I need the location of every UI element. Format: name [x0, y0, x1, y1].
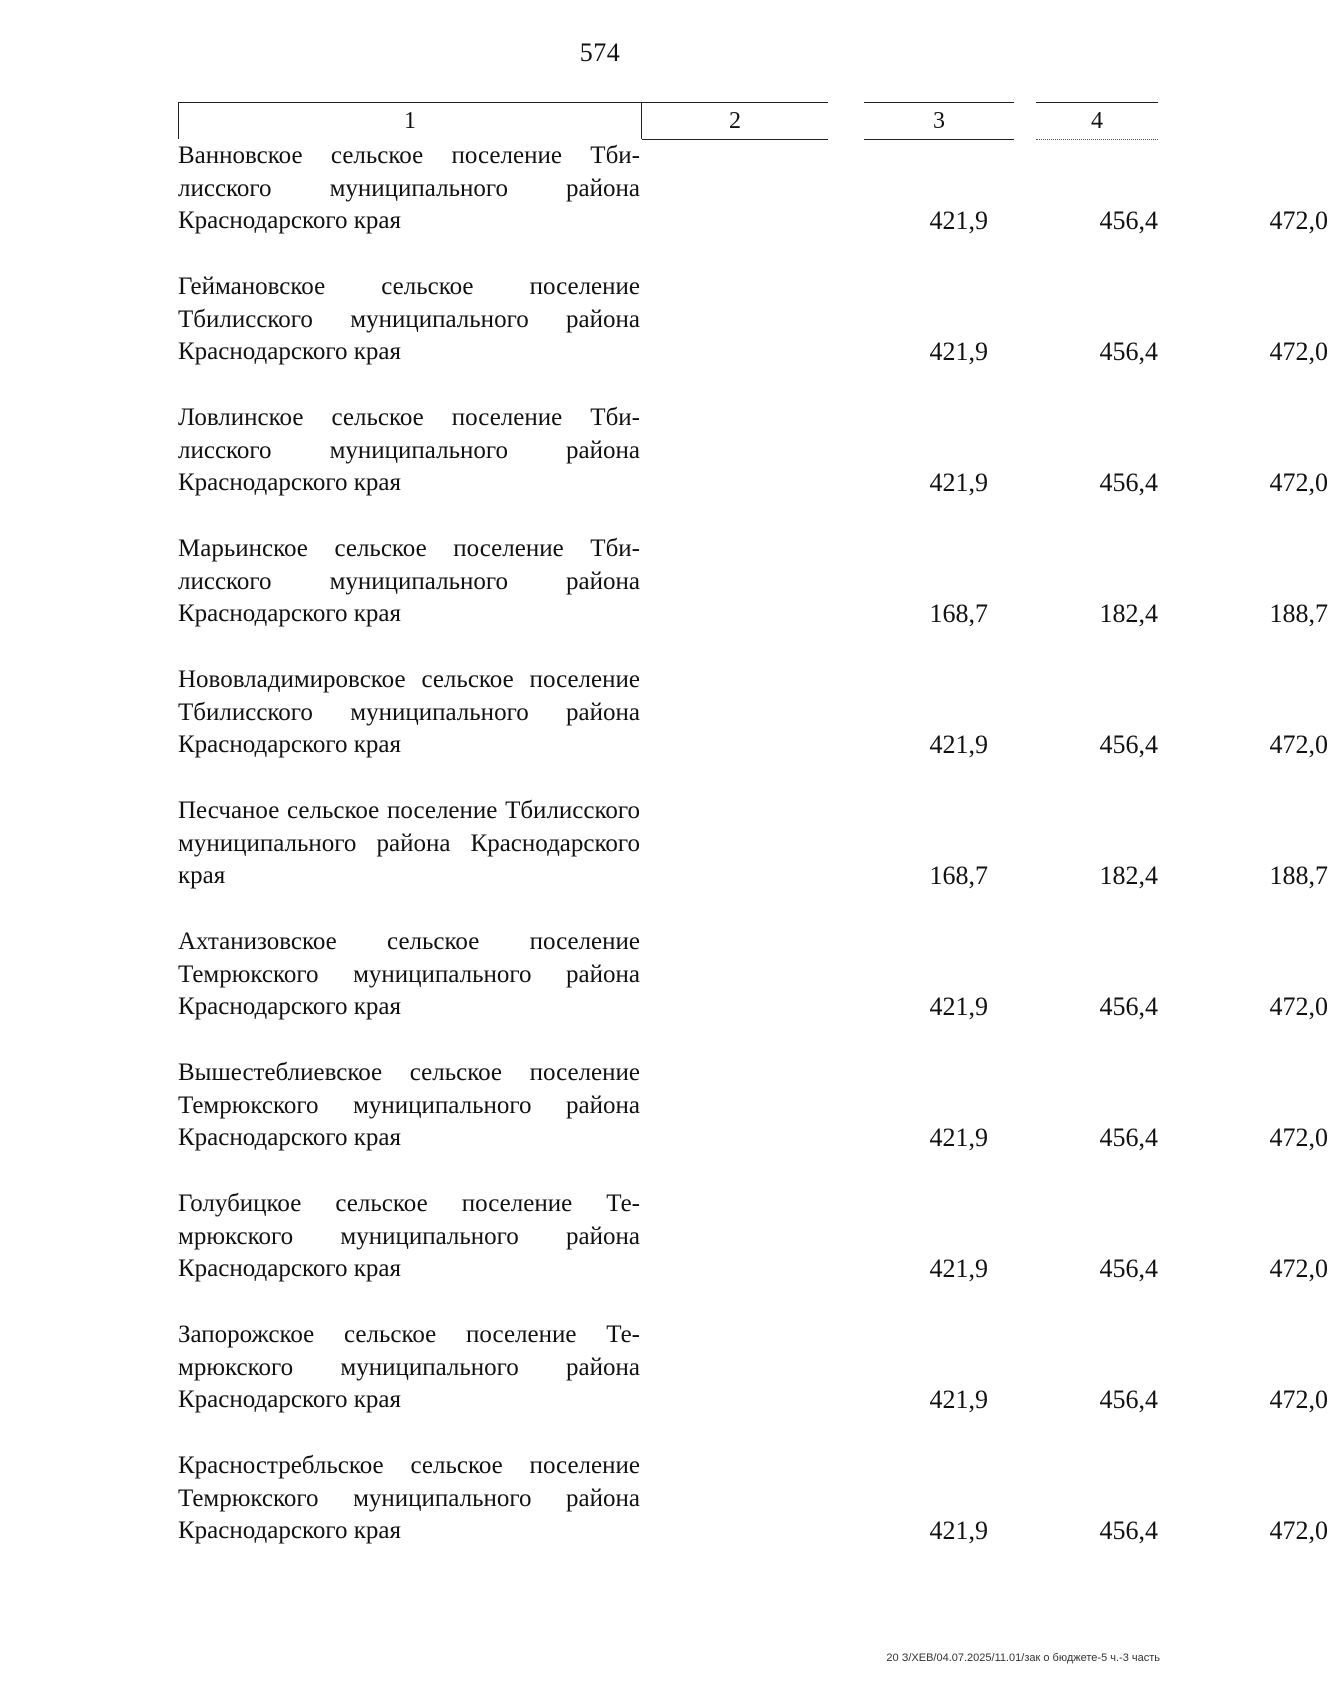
value-col-4: 472,0 [1269, 337, 1328, 366]
value-col-2: 421,9 [929, 730, 988, 759]
value-col-4: 472,0 [1269, 992, 1328, 1021]
value-col-3: 456,4 [1099, 1516, 1158, 1545]
table-body [168, 140, 1328, 1581]
value-col-2: 421,9 [929, 337, 988, 366]
table-row [168, 402, 1328, 533]
value-col-2: 421,9 [929, 1254, 988, 1283]
value-col-4: 472,0 [1269, 1123, 1328, 1152]
table-header-row [178, 102, 1158, 140]
table-row [168, 1319, 1328, 1450]
value-col-2: 421,9 [929, 1123, 988, 1152]
value-col-3: 456,4 [1099, 730, 1158, 759]
settlement-name: Нововладимировское сельское поселение Тбилисского муниципального района Краснодарского края [178, 666, 640, 758]
header-cell-3: 3 [864, 102, 1014, 140]
table-row [168, 664, 1328, 795]
table-row [168, 926, 1328, 1057]
value-col-4: 188,7 [1269, 599, 1328, 628]
value-col-4: 472,0 [1269, 730, 1328, 759]
settlement-name: Ахтанизовское сельское поселение Темрюкского муниципального района Краснодарского края [178, 928, 640, 1020]
settlement-name: Красностребльское сельское поселение Темрюкского муниципального района Краснодарского края [178, 1452, 640, 1544]
table-row [168, 795, 1328, 926]
value-col-3: 456,4 [1099, 1123, 1158, 1152]
table-row [168, 1450, 1328, 1581]
header-cell-4: 4 [1036, 102, 1158, 140]
settlement-name: Запорожское сельское поселение Темрюкского муниципального района Краснодарского края [178, 1321, 640, 1413]
header-cell-2: 2 [642, 102, 828, 140]
table-row [168, 271, 1328, 402]
value-col-2: 168,7 [929, 599, 988, 628]
settlement-name: Голубицкое сельское поселение Темрюкского муниципального района Краснодарского края [178, 1190, 640, 1282]
page-number: 574 [579, 38, 621, 67]
value-col-2: 421,9 [929, 206, 988, 235]
value-col-3: 456,4 [1099, 206, 1158, 235]
value-col-3: 456,4 [1099, 1254, 1158, 1283]
settlement-name: Вышестеблиевское сельское поселение Темрюкского муниципального района Краснодарского края [178, 1059, 640, 1151]
document-footer-stamp: 20 З/ХЕВ/04.07.2025/11.01/зак о бюджете-5 ч.-3 часть [886, 1652, 1160, 1664]
value-col-3: 182,4 [1099, 861, 1158, 890]
settlement-name: Ванновское сельское поселение Тбилисского муниципального района Краснодарского края [178, 142, 640, 234]
table-row [168, 533, 1328, 664]
table-row [168, 140, 1328, 271]
value-col-4: 472,0 [1269, 1516, 1328, 1545]
header-cell-1: 1 [178, 102, 642, 139]
value-col-2: 421,9 [929, 468, 988, 497]
settlement-name: Ловлинское сельское поселение Тбилисского муниципального района Краснодарского края [178, 404, 640, 496]
value-col-4: 472,0 [1269, 1385, 1328, 1414]
value-col-3: 456,4 [1099, 1385, 1158, 1414]
value-col-4: 188,7 [1269, 861, 1328, 890]
value-col-2: 421,9 [929, 992, 988, 1021]
settlement-name: Геймановское сельское поселение Тбилисского муниципального района Краснодарского края [178, 273, 640, 365]
value-col-4: 472,0 [1269, 468, 1328, 497]
settlement-name: Песчаное сельское поселение Тбилисского муниципального района Краснодарского края [178, 797, 640, 889]
value-col-4: 472,0 [1269, 1254, 1328, 1283]
settlement-name: Марьинское сельское поселение Тбилисского муниципального района Краснодарского края [178, 535, 640, 627]
value-col-2: 421,9 [929, 1385, 988, 1414]
value-col-3: 182,4 [1099, 599, 1158, 628]
value-col-2: 168,7 [929, 861, 988, 890]
table-row [168, 1188, 1328, 1319]
value-col-2: 421,9 [929, 1516, 988, 1545]
value-col-3: 456,4 [1099, 337, 1158, 366]
table-row [168, 1057, 1328, 1188]
value-col-3: 456,4 [1099, 992, 1158, 1021]
value-col-4: 472,0 [1269, 206, 1328, 235]
value-col-3: 456,4 [1099, 468, 1158, 497]
